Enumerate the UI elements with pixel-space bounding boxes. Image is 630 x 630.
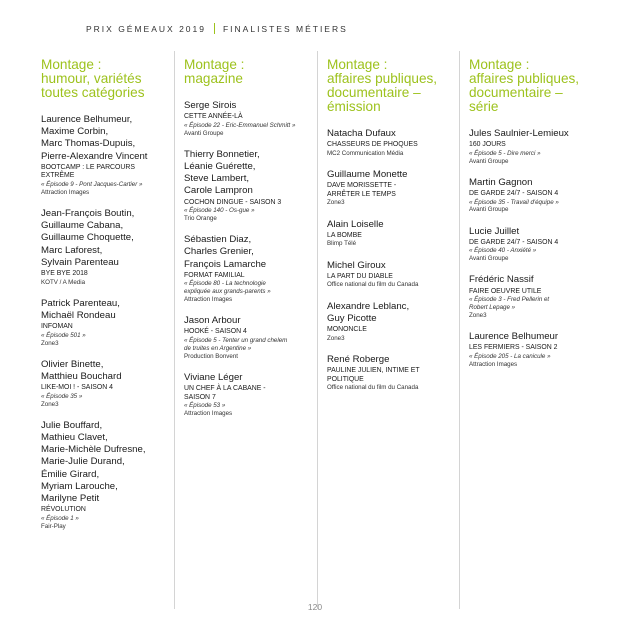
production-company: Zone3 xyxy=(41,400,59,408)
finalist-name: Carole Lampron xyxy=(184,185,253,197)
production-company: Attraction Images xyxy=(184,296,233,303)
show-title-line: FORMAT FAMILIAL xyxy=(184,271,245,279)
finalist-name: Léanie Guérette, xyxy=(184,161,256,172)
show-title-line: INFOMAN xyxy=(41,323,73,331)
finalist-entry xyxy=(41,208,177,287)
show-title xyxy=(41,323,177,332)
finalist-names xyxy=(184,149,320,198)
production-company: Office national du film du Canada xyxy=(327,384,419,392)
category-title-line: documentaire – xyxy=(469,85,563,100)
finalist-names xyxy=(469,177,605,189)
finalist-name: Guillaume Monette xyxy=(327,169,408,180)
category-title-line: magazine xyxy=(184,71,243,86)
episode-title xyxy=(41,393,177,401)
category-title xyxy=(184,58,320,86)
show-title-line: DE GARDE 24/7 - SAISON 4 xyxy=(469,238,559,246)
finalist-names xyxy=(41,114,177,163)
episode-title xyxy=(184,402,320,410)
episode-title xyxy=(184,337,320,353)
finalist-name: Marc Laforest, xyxy=(41,244,103,256)
finalist-name: Patrick Parenteau, xyxy=(41,297,120,309)
show-title-line: LA PART DU DIABLE xyxy=(327,272,393,280)
column-affaires-publiques-emission xyxy=(327,58,463,403)
finalist-name: Michaël Rondeau xyxy=(41,310,116,322)
show-title-line: RÉVOLUTION xyxy=(41,506,86,514)
finalist-names xyxy=(469,274,605,286)
episode-title-line: « Épisode 40 - Anxiété » xyxy=(469,247,537,255)
show-title-line: HOOKÉ - SAISON 4 xyxy=(184,328,247,336)
finalist-name: Olivier Binette, xyxy=(41,358,104,370)
show-title xyxy=(327,141,463,150)
category-title xyxy=(41,58,177,100)
page-number: 120 xyxy=(307,602,323,612)
finalist-names xyxy=(41,298,177,322)
episode-title xyxy=(41,515,177,523)
show-title-line: COCHON DINGUE - SAISON 3 xyxy=(184,198,282,206)
finalist-entry xyxy=(327,169,463,208)
finalist-entry xyxy=(41,359,177,409)
show-title-line: DAVE MORISSETTE - xyxy=(327,182,397,190)
header-event: PRIX GÉMEAUX 2019 xyxy=(86,23,206,34)
finalist-entry xyxy=(469,274,605,320)
finalist-name: Guillaume Cabana, xyxy=(41,220,124,232)
finalist-entry xyxy=(327,219,463,249)
episode-title-line: de truites en Argentine » xyxy=(184,344,252,352)
category-title-line: documentaire – xyxy=(327,85,421,100)
category-title-line: Montage : xyxy=(184,57,245,72)
episode-title-line: « Épisode 53 » xyxy=(184,402,226,410)
episode-title xyxy=(184,122,320,130)
finalist-entry xyxy=(184,234,320,304)
episode-title-line: « Épisode 3 - Fred Pellerin et xyxy=(469,296,550,304)
category-title-line: Montage : xyxy=(469,57,530,72)
production-company: Trio Orange xyxy=(184,215,217,222)
finalist-entry xyxy=(184,100,320,138)
finalist-entry xyxy=(184,372,320,418)
finalist-name: Sylvain Parenteau xyxy=(41,256,119,268)
finalist-name: Maxime Corbin, xyxy=(41,126,109,138)
production-company: Avanti Groupe xyxy=(469,206,509,214)
show-title xyxy=(184,272,320,281)
finalist-name: Viviane Léger xyxy=(184,371,243,383)
show-title xyxy=(41,164,177,181)
episode-title-line: expliquée aux grands-parents » xyxy=(184,288,271,296)
finalist-name: Jean-François Boutin, xyxy=(41,208,135,219)
production-company: Production Bonvent xyxy=(184,352,239,360)
finalist-names xyxy=(327,128,463,140)
episode-title-line: « Épisode 9 - Pont Jacques-Cartier » xyxy=(41,181,143,188)
finalist-name: Alexandre Leblanc, xyxy=(327,300,410,312)
finalist-entry xyxy=(469,177,605,215)
production-company: Zone3 xyxy=(327,199,345,207)
show-title-line: 160 JOURS xyxy=(469,141,506,149)
finalist-name: René Roberge xyxy=(327,353,390,365)
production-company: Blimp Télé xyxy=(327,240,357,248)
episode-title xyxy=(469,296,605,312)
finalist-entry xyxy=(469,331,605,369)
finalist-entry xyxy=(327,354,463,393)
finalist-entry xyxy=(327,260,463,290)
episode-title xyxy=(184,207,320,215)
show-title-line: EXTRÊME xyxy=(41,172,75,180)
show-title xyxy=(41,384,177,393)
finalist-name: Émilie Girard, xyxy=(41,468,100,480)
show-title-line: ARRÊTER LE TEMPS xyxy=(327,190,396,198)
show-title xyxy=(469,190,605,199)
show-title xyxy=(327,232,463,241)
finalist-entry xyxy=(184,149,320,223)
finalist-names xyxy=(469,128,605,140)
episode-title-line: « Épisode 35 » xyxy=(41,392,83,400)
finalist-entry xyxy=(469,128,605,166)
episode-title-line: « Épisode 140 - Os-gue » xyxy=(184,207,255,215)
column-affaires-publiques-serie xyxy=(469,58,605,380)
category-title-line: affaires publiques, xyxy=(469,71,580,86)
production-company: Avanti Groupe xyxy=(469,157,509,165)
finalist-entry xyxy=(41,114,177,197)
show-title-line: LIKE-MOI ! - SAISON 4 xyxy=(41,384,113,392)
finalist-name: Lucie Juillet xyxy=(469,225,520,237)
finalist-name: Jules Saulnier-Lemieux xyxy=(469,128,569,139)
finalist-name: Laurence Belhumeur, xyxy=(41,114,133,125)
finalist-name: Marie-Julie Durand, xyxy=(41,456,125,468)
finalist-names xyxy=(41,420,177,505)
finalist-name: Marie-Michèle Dufresne, xyxy=(41,444,146,456)
finalist-entry xyxy=(327,301,463,343)
episode-title-line: « Épisode 5 - Tenter un grand chelem xyxy=(184,337,288,344)
category-title-line: Montage : xyxy=(327,57,388,72)
column-humour-varietes xyxy=(41,58,177,542)
episode-title-line: « Épisode 22 - Eric-Emmanuel Schmitt » xyxy=(184,121,296,129)
show-title xyxy=(327,273,463,282)
episode-title-line: Robert Lepage » xyxy=(469,303,516,311)
show-title xyxy=(469,141,605,150)
show-title-line: UN CHEF À LA CABANE - xyxy=(184,385,266,392)
show-title-line: MONONCLE xyxy=(327,326,367,333)
episode-title xyxy=(469,247,605,255)
finalist-name: Steve Lambert, xyxy=(184,173,250,185)
show-title xyxy=(41,270,177,279)
show-title-line: FAIRE OEUVRE UTILE xyxy=(469,287,542,295)
finalist-entry xyxy=(41,298,177,348)
episode-title-line: « Épisode 5 - Dire merci » xyxy=(469,149,541,157)
episode-title xyxy=(41,181,177,189)
finalist-name: Frédéric Nassif xyxy=(469,274,534,286)
show-title-line: PAULINE JULIEN, INTIME ET xyxy=(327,367,420,374)
finalist-names xyxy=(41,359,177,383)
show-title xyxy=(184,199,320,208)
finalist-names xyxy=(184,315,320,327)
finalist-name: Pierre-Alexandre Vincent xyxy=(41,150,148,162)
finalist-names xyxy=(327,301,463,325)
header-divider xyxy=(214,23,215,34)
show-title-line: BYE BYE 2018 xyxy=(41,270,88,278)
finalist-name: Sébastien Diaz, xyxy=(184,234,252,246)
show-title xyxy=(184,113,320,122)
episode-title-line: « Épisode 501 » xyxy=(41,331,86,339)
finalist-name: Thierry Bonnetier, xyxy=(184,148,260,160)
production-company: Avanti Groupe xyxy=(184,129,224,137)
episode-title-line: « Épisode 1 » xyxy=(41,514,79,522)
finalist-name: Jason Arbour xyxy=(184,315,241,327)
category-title xyxy=(469,58,605,114)
show-title-line: DE GARDE 24/7 - SAISON 4 xyxy=(469,190,559,197)
category-title-line: émission xyxy=(327,99,381,114)
finalist-name: Alain Loiselle xyxy=(327,218,384,230)
production-company: Attraction Images xyxy=(184,409,233,417)
production-company: KOTV / A Media xyxy=(41,278,86,286)
finalist-name: Laurence Belhumeur xyxy=(469,330,559,342)
episode-title xyxy=(184,280,320,296)
finalist-names xyxy=(327,169,463,181)
episode-title-line: « Épisode 35 - Travail d'équipe » xyxy=(469,198,559,206)
production-company: Avanti Groupe xyxy=(469,255,509,263)
finalist-names xyxy=(327,219,463,231)
show-title-line: CETTE ANNÉE-LÀ xyxy=(184,113,243,121)
show-title xyxy=(184,328,320,337)
finalist-entry xyxy=(327,128,463,158)
show-title xyxy=(327,182,463,199)
category-title-line: Montage : xyxy=(41,57,102,72)
finalist-name: Martin Gagnon xyxy=(469,176,533,188)
episode-title xyxy=(469,353,605,361)
finalist-name: Matthieu Bouchard xyxy=(41,371,122,383)
finalist-name: Natacha Dufaux xyxy=(327,128,396,139)
episode-title xyxy=(469,150,605,158)
finalist-entry xyxy=(469,226,605,264)
category-title-line: toutes catégories xyxy=(41,85,145,100)
show-title-line: BOOTCAMP : LE PARCOURS xyxy=(41,163,135,171)
finalist-entry xyxy=(41,420,177,531)
episode-title-line: « Épisode 205 - La canicule » xyxy=(469,352,551,360)
show-title xyxy=(184,385,320,402)
production-company: MC2 Communication Média xyxy=(327,149,404,157)
show-title-line: CHASSEURS DE PHOQUES xyxy=(327,141,418,149)
episode-title-line: « Épisode 80 - La technologie xyxy=(184,280,266,288)
production-company: Zone3 xyxy=(469,311,487,319)
category-title-line: série xyxy=(469,99,499,114)
production-company: Attraction Images xyxy=(41,188,90,196)
show-title xyxy=(469,288,605,297)
finalist-names xyxy=(41,208,177,269)
finalist-names xyxy=(327,354,463,366)
episode-title xyxy=(41,332,177,340)
finalist-name: Marc Thomas-Dupuis, xyxy=(41,138,136,150)
category-title xyxy=(327,58,463,114)
finalist-names xyxy=(184,372,320,384)
finalist-names xyxy=(184,234,320,271)
show-title xyxy=(327,326,463,335)
production-company: Zone3 xyxy=(41,339,59,347)
finalist-name: Julie Bouffard, xyxy=(41,419,103,431)
finalist-entry xyxy=(184,315,320,361)
finalist-names xyxy=(184,100,320,112)
category-title-line: affaires publiques, xyxy=(327,71,438,86)
page-header xyxy=(86,23,348,34)
show-title xyxy=(41,506,177,515)
show-title xyxy=(469,239,605,248)
show-title-line: SAISON 7 xyxy=(184,393,216,401)
finalist-names xyxy=(469,331,605,343)
finalist-name: Myriam Larouche, xyxy=(41,480,118,492)
production-company: Office national du film du Canada xyxy=(327,281,419,289)
show-title-line: LES FERMIERS - SAISON 2 xyxy=(469,344,558,352)
finalist-name: François Lamarche xyxy=(184,258,267,270)
category-title-line: humour, variétés xyxy=(41,71,142,86)
finalist-name: Guillaume Choquette, xyxy=(41,232,134,244)
finalist-names xyxy=(327,260,463,272)
production-company: Zone3 xyxy=(327,334,345,342)
column-magazine xyxy=(184,58,320,429)
production-company: Fair-Play xyxy=(41,522,66,530)
finalist-name: Michel Giroux xyxy=(327,259,386,271)
show-title-line: LA BOMBE xyxy=(327,231,362,239)
finalist-name: Charles Grenier, xyxy=(184,246,254,258)
finalist-names xyxy=(469,226,605,238)
show-title-line: POLITIQUE xyxy=(327,375,364,383)
finalist-name: Guy Picotte xyxy=(327,312,377,324)
finalist-name: Serge Sirois xyxy=(184,100,237,111)
episode-title xyxy=(469,199,605,207)
finalist-name: Mathieu Clavet, xyxy=(41,432,108,444)
header-section: FINALISTES MÉTIERS xyxy=(222,23,348,34)
production-company: Attraction Images xyxy=(469,360,518,368)
show-title xyxy=(327,367,463,384)
show-title xyxy=(469,344,605,353)
finalist-name: Marilyne Petit xyxy=(41,493,100,505)
